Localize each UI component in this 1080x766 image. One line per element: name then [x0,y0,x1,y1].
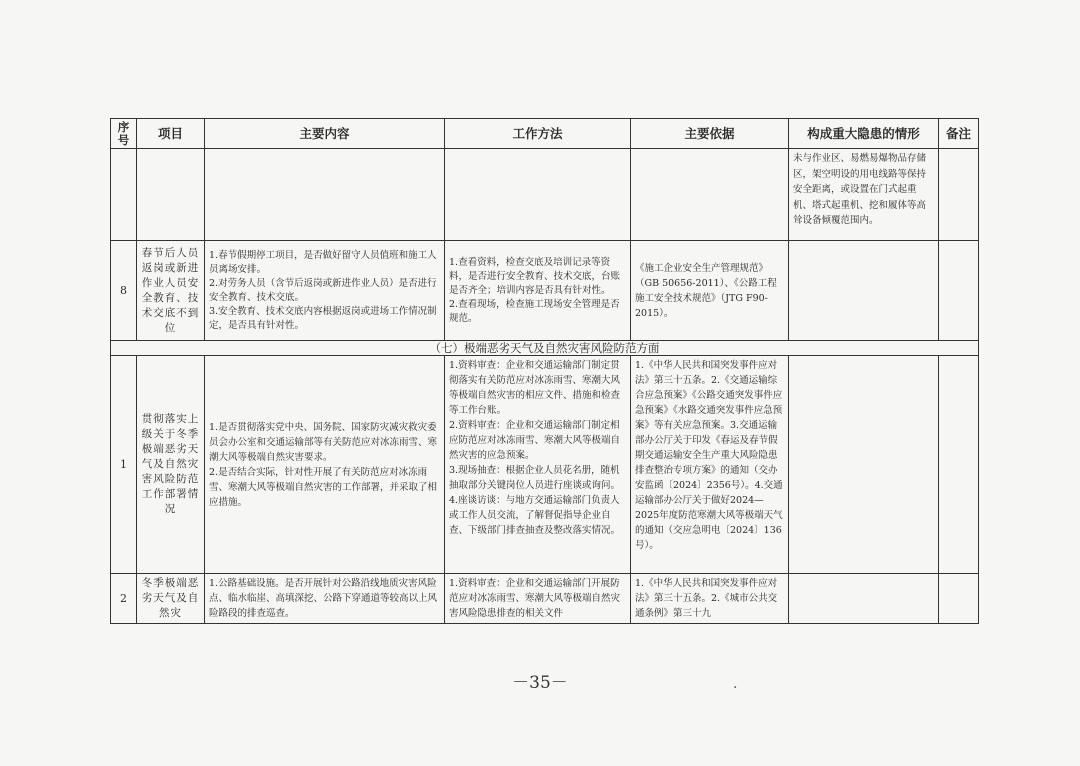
cell-project: 贯彻落实上级关于冬季极端恶劣天气及自然灾害风险防范工作部署情况 [137,356,205,574]
header-project: 项目 [137,119,205,149]
cell-project [137,149,205,241]
header-note: 备注 [939,119,979,149]
cell-note [939,241,979,341]
cell-basis: 《施工企业安全生产管理规范》（GB 50656-2011）、《公路工程施工安全技术规范》（JTG F90-2015）。 [631,241,789,341]
cell-seq [111,149,137,241]
cell-seq: 2 [111,574,137,624]
cell-method: 1.资料审查：企业和交通运输部门开展防范应对冰冻雨雪、寒潮大风等极端自然灾害风险隐患排查的相关文件 [445,574,631,624]
cell-method [445,149,631,241]
cell-seq: 8 [111,241,137,341]
cell-content: 1.公路基础设施。是否开展针对公路沿线地质灾害风险点、临水临崖、高填深挖、公路下穿通道等较高以上风险路段的排查巡查。 [205,574,445,624]
header-hazard: 构成重大隐患的情形 [789,119,939,149]
cell-note [939,574,979,624]
cell-basis: 1.《中华人民共和国突发事件应对法》第三十五条。2.《交通运输综合应急预案》《公路交通突发事件应急预案》《水路交通突发事件应急预案》等有关应急预案。3.交通运输部办公厅关于印发《春运及春节假期交通运输安全生产重大风险隐患排查整治专项方案》的通知（交办安监函〔2024〕2356号）。4.交通运输部办公厅关于做好2024—2025年度防范寒潮大风等极端天气的通知（交应急明电〔2024〕136号）。 [631,356,789,574]
cell-hazard [789,241,939,341]
header-method: 工作方法 [445,119,631,149]
header-basis: 主要依据 [631,119,789,149]
page-number: －35－ [512,673,568,693]
stray-mark: . [733,676,738,692]
cell-method: 1.查看资料，检查交底及培训记录等资料，是否进行安全教育、技术交底，台账是否齐全；培训内容是否具有针对性。 2.查看现场，检查施工现场安全管理是否规范。 [445,241,631,341]
cell-seq: 1 [111,356,137,574]
section-row [111,341,979,356]
cell-note [939,356,979,574]
table-row-1 [111,356,979,574]
cell-content: 1.是否贯彻落实党中央、国务院、国家防灾减灾救灾委员会办公室和交通运输部等有关防范应对冰冻雨雪、寒潮大风等极端自然灾害要求。 2.是否结合实际，针对性开展了有关防范应对冰冻雨雪、寒潮大风等极端自然灾害的工作部署，并采取了相应措施。 [205,356,445,574]
cell-method: 1.资料审查：企业和交通运输部门制定贯彻落实有关防范应对冰冻雨雪、寒潮大风等极端自然灾害的相应文件、措施和检查等工作台账。 2.资料审查：企业和交通运输部门制定相应防范应对冰冻雨雪、寒潮大风等极端自然灾害的应急预案。 3.现场抽查：根据企业人员花名册，随机抽取部分关键岗位人员进行座谈或询问。 4.座谈访谈：与地方交通运输部门负责人或工作人员交流，了解督促指导企业自查、下级部门排查抽查及整改落实情况。 [445,356,631,574]
cell-hazard [789,574,939,624]
cell-hazard [789,356,939,574]
table-row-continued [111,149,979,241]
section-title: （七）极端恶劣天气及自然灾害风险防范方面 [111,341,979,356]
header-content: 主要内容 [205,119,445,149]
table-header-row [111,119,979,149]
cell-basis: 1.《中华人民共和国突发事件应对法》第三十五条。2.《城市公共交通条例》第三十九 [631,574,789,624]
table-row-8 [111,241,979,341]
cell-project: 春节后人员返岗或新进作业人员安全教育、技术交底不到位 [137,241,205,341]
header-seq: 序号 [111,119,137,149]
inspection-table [110,118,979,624]
cell-content: 1.春节假期停工项目，是否做好留守人员值班和施工人员离场安排。 2.对劳务人员（含节后返岗或新进作业人员）是否进行安全教育、技术交底。 3.安全教育、技术交底内容根据返岗或进场工作情况制定，是否具有针对性。 [205,241,445,341]
cell-content [205,149,445,241]
cell-hazard: 未与作业区、易燃易爆物品存储区，架空明设的用电线路等保持安全距离，或设置在门式起重机、塔式起重机、挖和履体等高耸设备倾覆范围内。 [789,149,939,241]
cell-project: 冬季极端恶劣天气及自然灾 [137,574,205,624]
cell-basis [631,149,789,241]
cell-note [939,149,979,241]
table-row-2 [111,574,979,624]
